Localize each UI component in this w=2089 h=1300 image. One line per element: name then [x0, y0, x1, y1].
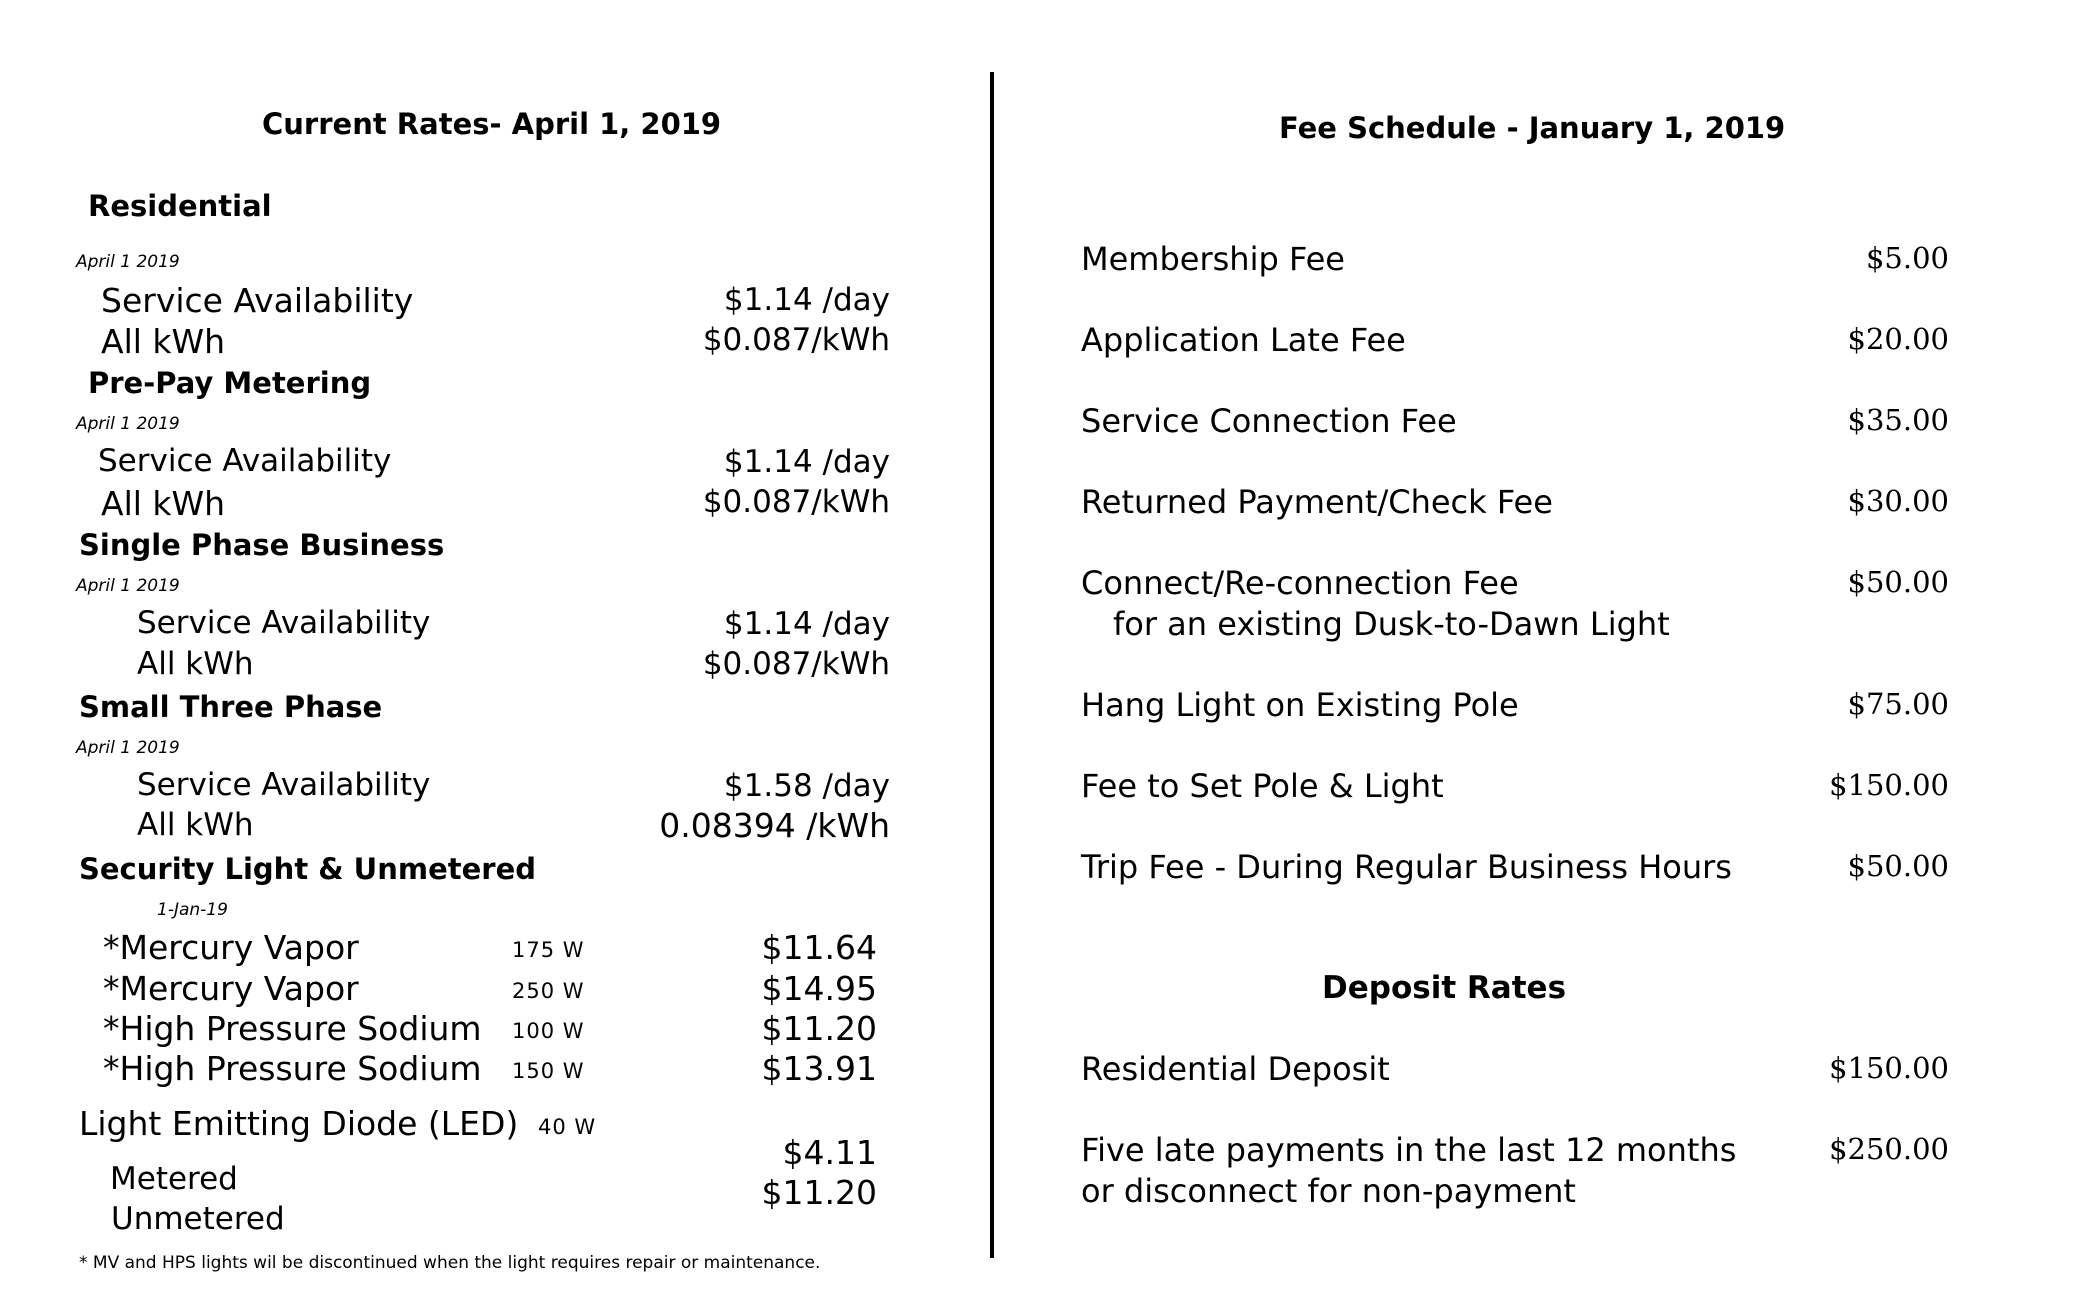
deposit-label: Residential Deposit	[1081, 1050, 1390, 1088]
prepay-kwh-value: $0.087/kWh	[702, 484, 890, 520]
fee-value: $75.00	[1847, 687, 1949, 721]
fee-schedule-title: Fee Schedule - January 1, 2019	[1279, 111, 1786, 145]
deposit-rates-title: Deposit Rates	[1322, 970, 1567, 1006]
lamp-watts: 250 W	[512, 979, 585, 1003]
fee-label: Service Connection Fee	[1081, 402, 1457, 440]
lamp-watts: 175 W	[512, 938, 585, 962]
fee-label: Trip Fee - During Regular Business Hours	[1081, 848, 1732, 886]
prepay-heading: Pre-Pay Metering	[88, 366, 372, 400]
single-phase-kwh-label: All kWh	[137, 646, 254, 682]
security-light-date: 1-Jan-19	[157, 900, 228, 920]
lamp-name: *Mercury Vapor	[103, 928, 359, 967]
single-phase-heading: Single Phase Business	[79, 528, 445, 562]
residential-heading: Residential	[88, 189, 272, 223]
lamp-watts: 100 W	[512, 1019, 585, 1043]
three-phase-heading: Small Three Phase	[79, 690, 383, 724]
single-phase-service-value: $1.14 /day	[723, 606, 890, 642]
led-name: Light Emitting Diode (LED)	[79, 1104, 519, 1143]
lamp-price: $11.20	[761, 1009, 877, 1048]
fee-label: Membership Fee	[1081, 240, 1345, 278]
fee-label: Returned Payment/Check Fee	[1081, 483, 1553, 521]
current-rates-title: Current Rates- April 1, 2019	[262, 107, 722, 141]
fee-value: $50.00	[1847, 565, 1949, 599]
fee-value: $20.00	[1847, 322, 1949, 356]
single-phase-kwh-value: $0.087/kWh	[702, 646, 890, 682]
column-divider	[990, 72, 994, 1258]
prepay-service-value: $1.14 /day	[723, 444, 890, 480]
led-metered-price: $4.11	[782, 1133, 877, 1172]
lamp-price: $13.91	[761, 1049, 877, 1088]
fee-label: Fee to Set Pole & Light	[1081, 767, 1444, 805]
led-metered-label: Metered	[110, 1161, 238, 1197]
fee-value: $150.00	[1829, 768, 1949, 802]
single-phase-date: April 1 2019	[76, 576, 180, 596]
residential-service-value: $1.14 /day	[723, 282, 890, 318]
three-phase-kwh-label: All kWh	[137, 807, 254, 843]
lamp-price: $14.95	[761, 969, 877, 1008]
footnote: * MV and HPS lights wil be discontinued when the light requires repair or maintenance.	[79, 1253, 821, 1273]
single-phase-service-label: Service Availability	[137, 605, 431, 641]
residential-date: April 1 2019	[76, 252, 180, 272]
fee-label: Application Late Fee	[1081, 321, 1406, 359]
lamp-price: $11.64	[761, 928, 877, 967]
led-unmetered-price: $11.20	[761, 1173, 877, 1212]
led-watts: 40 W	[538, 1115, 597, 1139]
residential-kwh-label: All kWh	[101, 322, 226, 361]
fee-value: $30.00	[1847, 484, 1949, 518]
fee-sublabel: for an existing Dusk-to-Dawn Light	[1113, 605, 1670, 643]
led-unmetered-label: Unmetered	[111, 1201, 285, 1237]
fee-label: Connect/Re-connection Fee	[1081, 564, 1519, 602]
fee-value: $50.00	[1847, 849, 1949, 883]
security-light-heading: Security Light & Unmetered	[79, 852, 537, 886]
prepay-service-label: Service Availability	[98, 443, 392, 479]
prepay-date: April 1 2019	[76, 414, 180, 434]
deposit-sublabel: or disconnect for non-payment	[1081, 1172, 1576, 1210]
three-phase-kwh-value: 0.08394 /kWh	[659, 806, 890, 845]
prepay-kwh-label: All kWh	[101, 484, 226, 523]
deposit-value: $150.00	[1829, 1051, 1949, 1085]
lamp-name: *High Pressure Sodium	[103, 1049, 482, 1088]
lamp-watts: 150 W	[512, 1059, 585, 1083]
deposit-value: $250.00	[1829, 1132, 1949, 1166]
fee-value: $5.00	[1865, 241, 1949, 275]
fee-value: $35.00	[1847, 403, 1949, 437]
lamp-name: *Mercury Vapor	[103, 969, 359, 1008]
fee-label: Hang Light on Existing Pole	[1081, 686, 1519, 724]
three-phase-service-label: Service Availability	[137, 767, 431, 803]
residential-service-label: Service Availability	[101, 281, 414, 320]
three-phase-service-value: $1.58 /day	[723, 768, 890, 804]
lamp-name: *High Pressure Sodium	[103, 1009, 482, 1048]
residential-kwh-value: $0.087/kWh	[702, 322, 890, 358]
deposit-label: Five late payments in the last 12 months	[1081, 1131, 1737, 1169]
three-phase-date: April 1 2019	[76, 738, 180, 758]
